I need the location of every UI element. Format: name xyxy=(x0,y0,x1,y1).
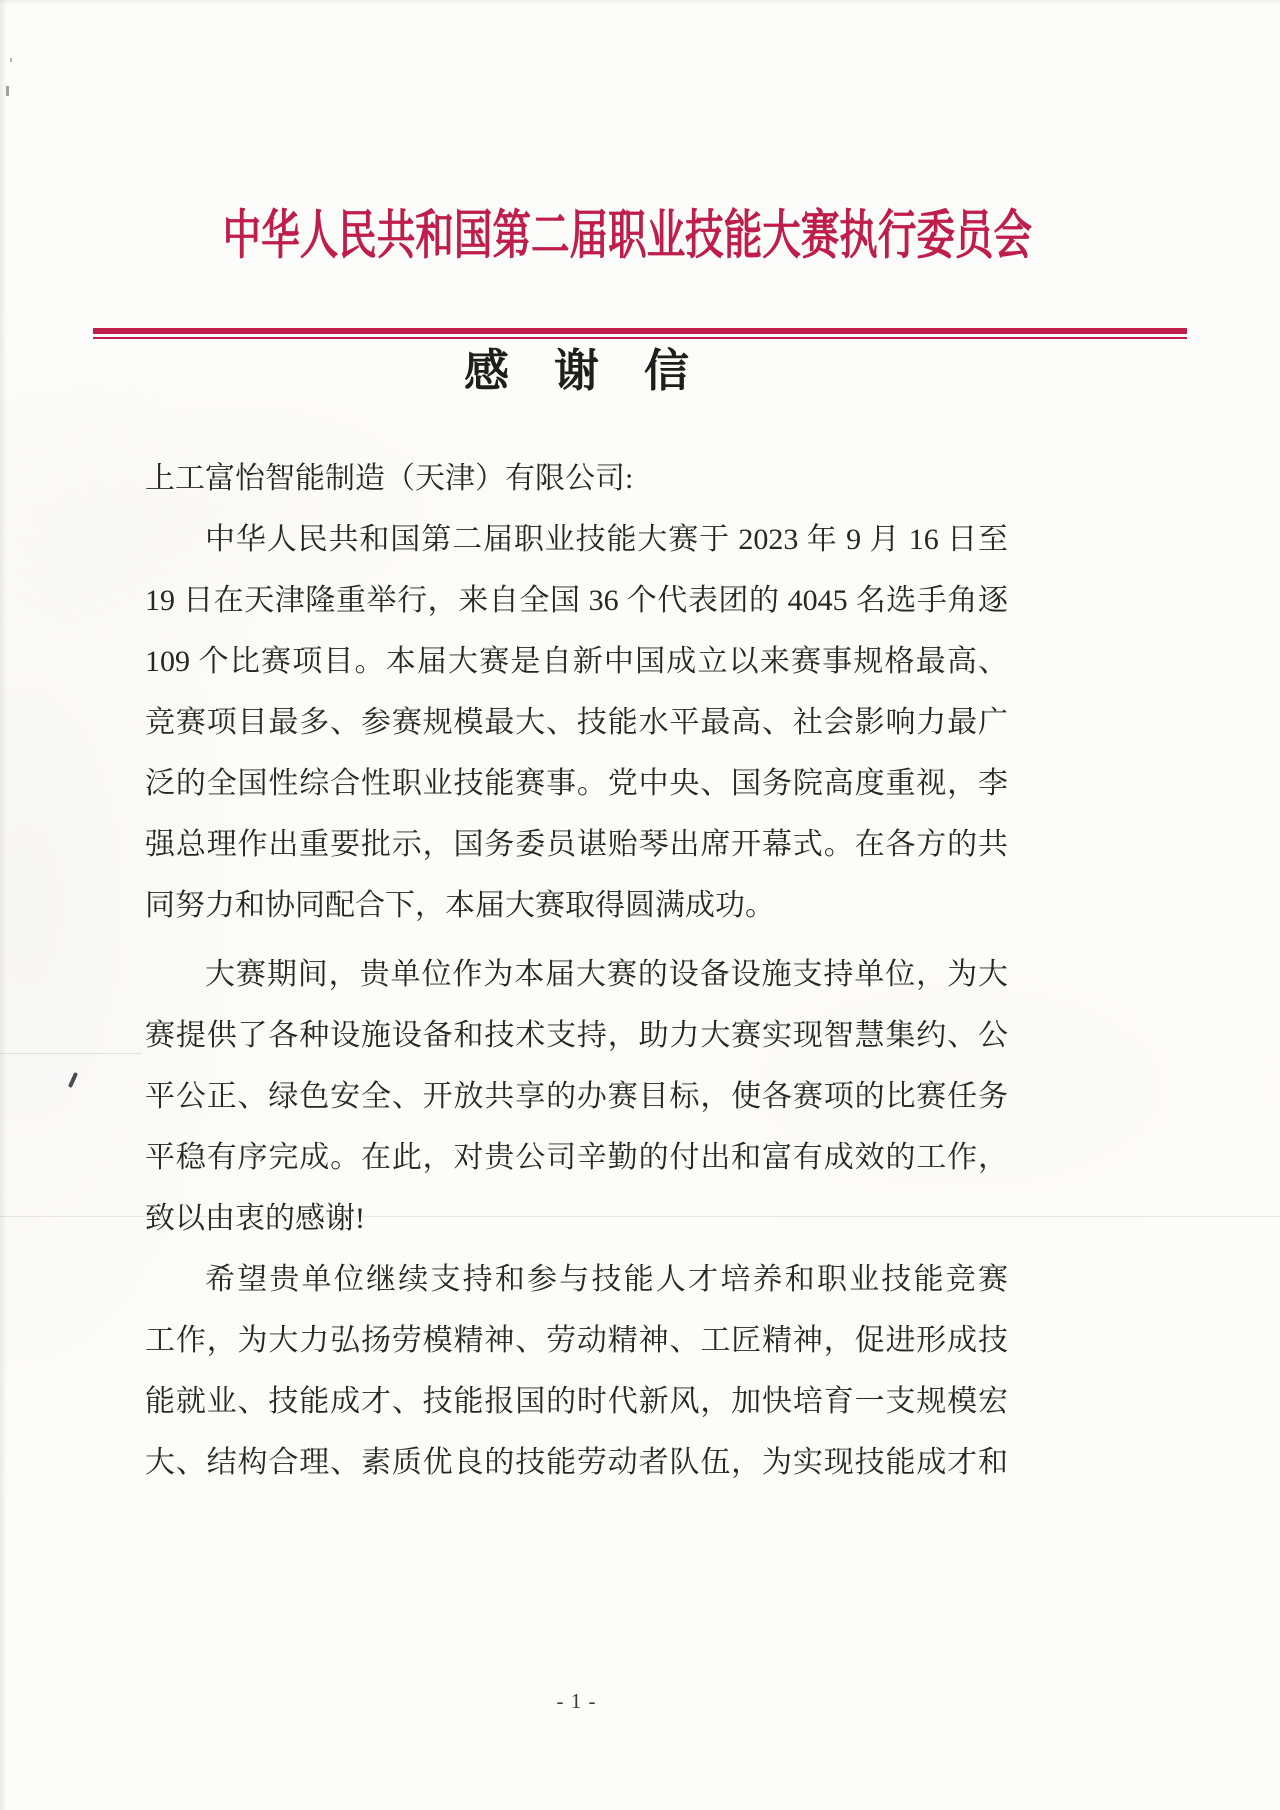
text-line: 平公正、绿色安全、开放共享的办赛目标，使各赛项的比赛任务 xyxy=(145,1080,1008,1113)
text-line: 能就业、技能成才、技能报国的时代新风，加快培育一支规模宏 xyxy=(145,1385,1008,1418)
text-line: 赛提供了各种设施设备和技术支持，助力大赛实现智慧集约、公 xyxy=(145,1019,1008,1052)
text-line: 同努力和协同配合下，本届大赛取得圆满成功。 xyxy=(145,889,775,922)
paragraph-hope xyxy=(145,1249,1008,1493)
text-line: 19 日在天津隆重举行，来自全国 36 个代表团的 4045 名选手角逐 xyxy=(145,584,1008,617)
letterhead-divider-rule xyxy=(93,328,1187,339)
text-line: 泛的全国性综合性职业技能赛事。党中央、国务院高度重视，李 xyxy=(145,767,1008,800)
scan-artifact-mark xyxy=(68,1072,78,1088)
text-line: 大赛期间，贵单位作为本届大赛的设备设施支持单位，为大 xyxy=(205,958,1008,991)
salutation: 上工富怡智能制造（天津）有限公司: xyxy=(145,462,634,495)
paragraph-thanks xyxy=(145,944,1008,1249)
scan-edge-shadow xyxy=(0,0,7,1810)
text-line: 竞赛项目最多、参赛规模最大、技能水平最高、社会影响力最广 xyxy=(145,706,1008,739)
text-line: 工作，为大力弘扬劳模精神、劳动精神、工匠精神，促进形成技 xyxy=(145,1324,1008,1357)
text-line: 致以由衷的感谢! xyxy=(145,1202,365,1235)
letter-title: 感 谢 信 xyxy=(463,346,689,396)
scan-artifact-speck xyxy=(6,86,9,96)
text-line: 强总理作出重要批示，国务委员谌贻琴出席开幕式。在各方的共 xyxy=(145,828,1008,861)
text-line: 中华人民共和国第二届职业技能大赛于 2023 年 9 月 16 日至 xyxy=(205,523,1008,556)
text-line: 平稳有序完成。在此，对贵公司辛勤的付出和富有成效的工作， xyxy=(145,1141,1008,1174)
paragraph-competition-overview xyxy=(145,509,1008,936)
text-line: 希望贵单位继续支持和参与技能人才培养和职业技能竞赛 xyxy=(205,1263,1008,1296)
text-line: 109 个比赛项目。本届大赛是自新中国成立以来赛事规格最高、 xyxy=(145,645,1008,678)
letter-body xyxy=(145,448,1008,1493)
scan-artifact-speck xyxy=(10,58,12,62)
page-number: - 1 - xyxy=(556,1689,597,1713)
text-line: 大、结构合理、素质优良的技能劳动者队伍，为实现技能成才和 xyxy=(145,1446,1008,1479)
scan-edge-shadow xyxy=(0,0,1280,5)
scan-artifact-line xyxy=(0,1053,142,1054)
committee-letterhead-title: 中华人民共和国第二届职业技能大赛执行委员会 xyxy=(222,206,1033,266)
